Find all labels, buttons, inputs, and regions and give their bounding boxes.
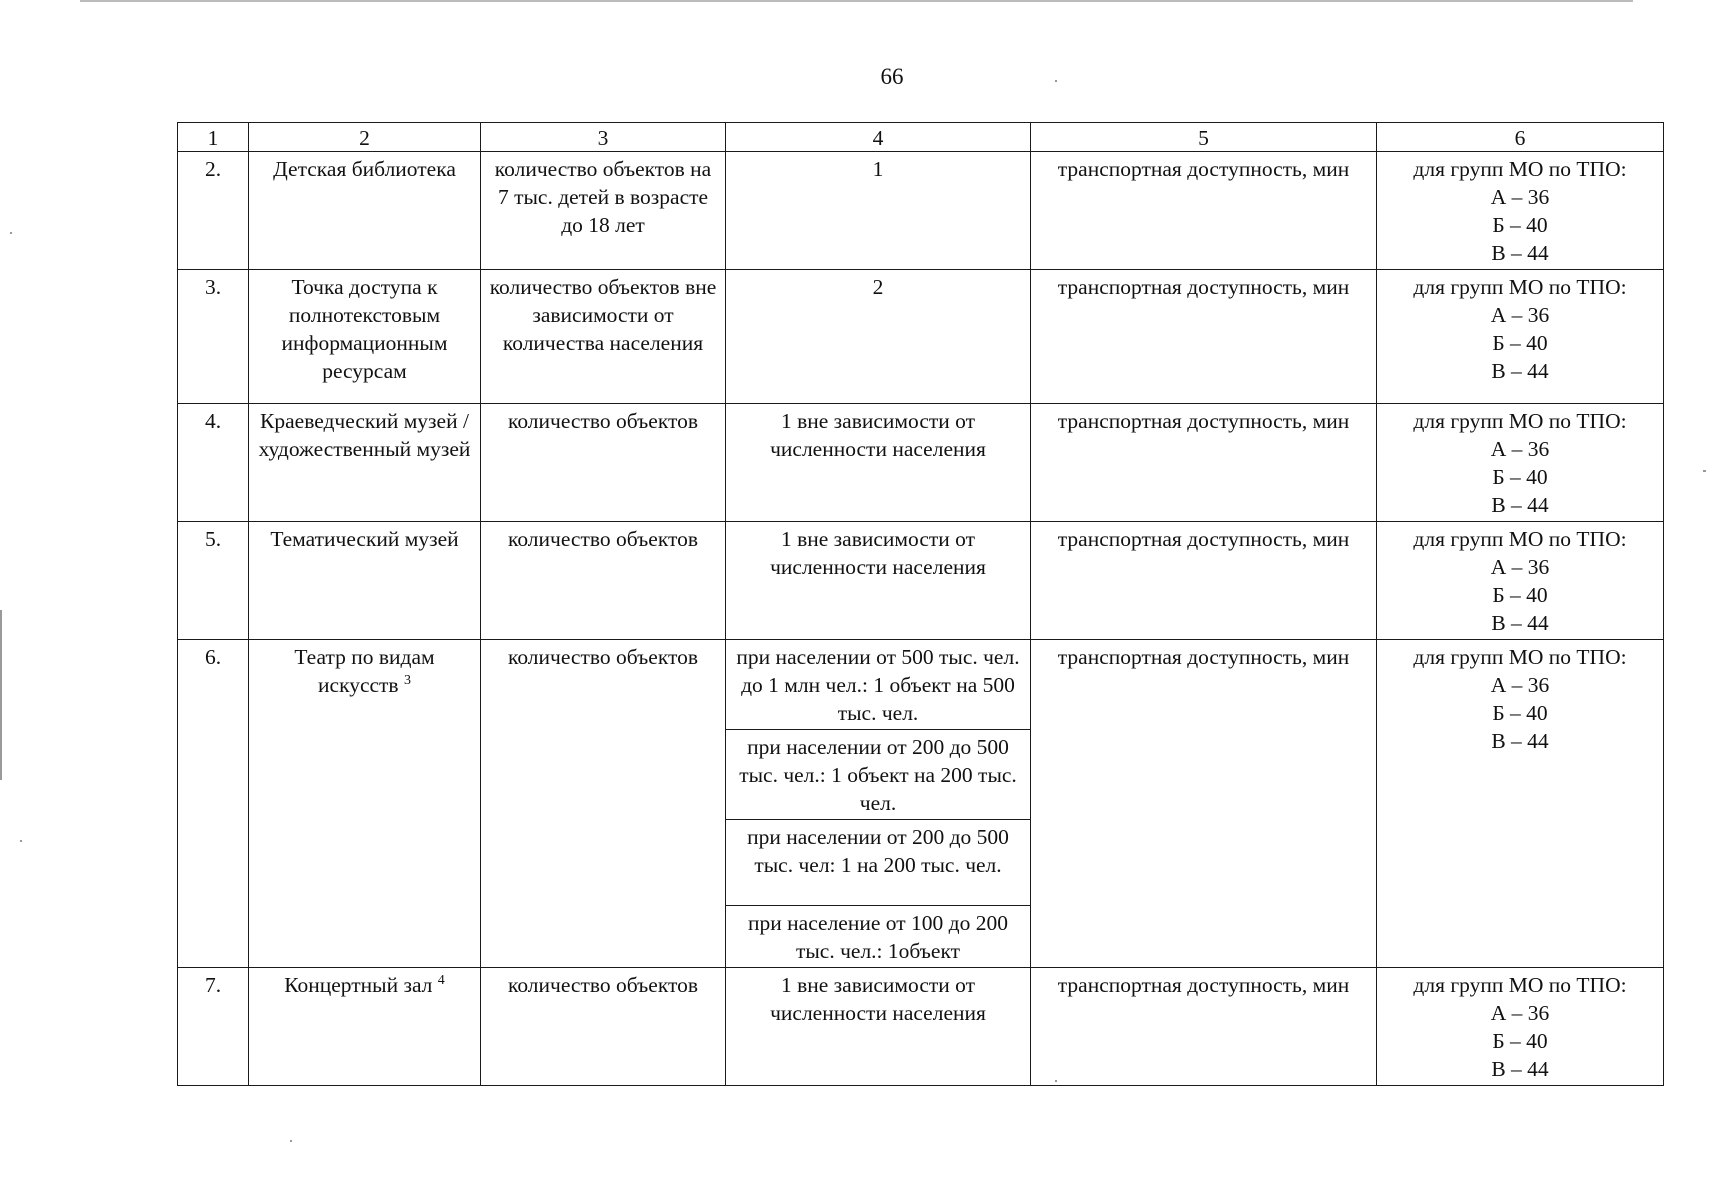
scan-speck [1055, 80, 1057, 82]
scan-speck [290, 1140, 292, 1142]
value-cell: при населении от 500 тыс. чел. до 1 млн чел.: 1 объект на 500 тыс. чел. [726, 640, 1031, 730]
group-value: В – 44 [1491, 729, 1549, 753]
access-cell: транспортная доступность, мин [1031, 522, 1377, 640]
groups-heading: для групп МО по ТПО: [1413, 409, 1627, 433]
value-cell: 2 [726, 270, 1031, 404]
groups-heading: для групп МО по ТПО: [1413, 275, 1627, 299]
column-header: 3 [481, 123, 726, 152]
header-row [178, 123, 1664, 152]
group-value: Б – 40 [1492, 331, 1548, 355]
group-value: В – 44 [1491, 1057, 1549, 1081]
table-row [178, 152, 1664, 270]
facility-name [249, 968, 481, 1086]
group-value: А – 36 [1490, 185, 1550, 209]
row-number: 3. [178, 270, 249, 404]
groups-cell [1377, 152, 1664, 270]
group-value: Б – 40 [1492, 1029, 1548, 1053]
value-cell: при населении от 200 до 500 тыс. чел.: 1 объект на 200 тыс. чел. [726, 730, 1031, 820]
group-value: А – 36 [1490, 303, 1550, 327]
column-header: 6 [1377, 123, 1664, 152]
access-cell: транспортная доступность, мин [1031, 152, 1377, 270]
indicator-cell: количество объектов на 7 тыс. детей в возрасте до 18 лет [481, 152, 726, 270]
row-number: 4. [178, 404, 249, 522]
scan-speck [1055, 1080, 1057, 1082]
column-header: 4 [726, 123, 1031, 152]
group-value: А – 36 [1490, 555, 1550, 579]
group-value: В – 44 [1491, 611, 1549, 635]
group-value: А – 36 [1490, 1001, 1550, 1025]
groups-heading: для групп МО по ТПО: [1413, 645, 1627, 669]
groups-cell [1377, 522, 1664, 640]
group-value: А – 36 [1490, 437, 1550, 461]
footnote-marker: 3 [403, 672, 411, 688]
access-cell: транспортная доступность, мин [1031, 270, 1377, 404]
row-number: 6. [178, 640, 249, 968]
access-cell: транспортная доступность, мин [1031, 640, 1377, 968]
groups-cell [1377, 270, 1664, 404]
value-cell: при населении от 200 до 500 тыс. чел: 1 на 200 тыс. чел. [726, 820, 1031, 906]
group-value: В – 44 [1491, 241, 1549, 265]
facility-name: Краеведческий музей / художественный музей [249, 404, 481, 522]
value-cell: при население от 100 до 200 тыс. чел.: 1объект [726, 906, 1031, 968]
table-row [178, 404, 1664, 522]
table-row [178, 270, 1664, 404]
column-header: 5 [1031, 123, 1377, 152]
scan-speck [20, 840, 22, 842]
facility-name-text: Концертный зал [284, 973, 433, 997]
table-row [178, 522, 1664, 640]
access-cell: транспортная доступность, мин [1031, 968, 1377, 1086]
scan-speck [10, 232, 12, 234]
value-cell: 1 [726, 152, 1031, 270]
footnote-marker: 4 [437, 972, 445, 988]
group-value: Б – 40 [1492, 213, 1548, 237]
value-cell: 1 вне зависимости от численности населения [726, 522, 1031, 640]
page-number: 66 [880, 64, 904, 89]
facility-name: Детская библиотека [249, 152, 481, 270]
scan-edge-line [80, 0, 1633, 2]
facility-name: Точка доступа к полнотекстовым информационным ресурсам [249, 270, 481, 404]
group-value: Б – 40 [1492, 701, 1548, 725]
row-number: 7. [178, 968, 249, 1086]
groups-cell [1377, 968, 1664, 1086]
facility-name [249, 640, 481, 968]
group-value: В – 44 [1491, 359, 1549, 383]
norms-table [177, 122, 1664, 1086]
groups-heading: для групп МО по ТПО: [1413, 973, 1627, 997]
indicator-cell: количество объектов [481, 404, 726, 522]
facility-name: Тематический музей [249, 522, 481, 640]
column-header: 2 [249, 123, 481, 152]
group-value: Б – 40 [1492, 465, 1548, 489]
group-value: Б – 40 [1492, 583, 1548, 607]
value-cell: 1 вне зависимости от численности населения [726, 404, 1031, 522]
scan-speck [1703, 470, 1706, 472]
access-cell: транспортная доступность, мин [1031, 404, 1377, 522]
groups-cell [1377, 640, 1664, 968]
table-row [178, 640, 1664, 730]
indicator-cell: количество объектов [481, 968, 726, 1086]
groups-heading: для групп МО по ТПО: [1413, 157, 1627, 181]
facility-name-text: Театр по видам искусств [294, 645, 435, 697]
indicator-cell: количество объектов [481, 640, 726, 968]
scan-edge-mark [0, 610, 2, 780]
indicator-cell: количество объектов [481, 522, 726, 640]
column-header: 1 [178, 123, 249, 152]
row-number: 5. [178, 522, 249, 640]
row-number: 2. [178, 152, 249, 270]
table-row [178, 968, 1664, 1086]
group-value: А – 36 [1490, 673, 1550, 697]
indicator-cell: количество объектов вне зависимости от количества населения [481, 270, 726, 404]
value-cell: 1 вне зависимости от численности населения [726, 968, 1031, 1086]
groups-heading: для групп МО по ТПО: [1413, 527, 1627, 551]
groups-cell [1377, 404, 1664, 522]
group-value: В – 44 [1491, 493, 1549, 517]
